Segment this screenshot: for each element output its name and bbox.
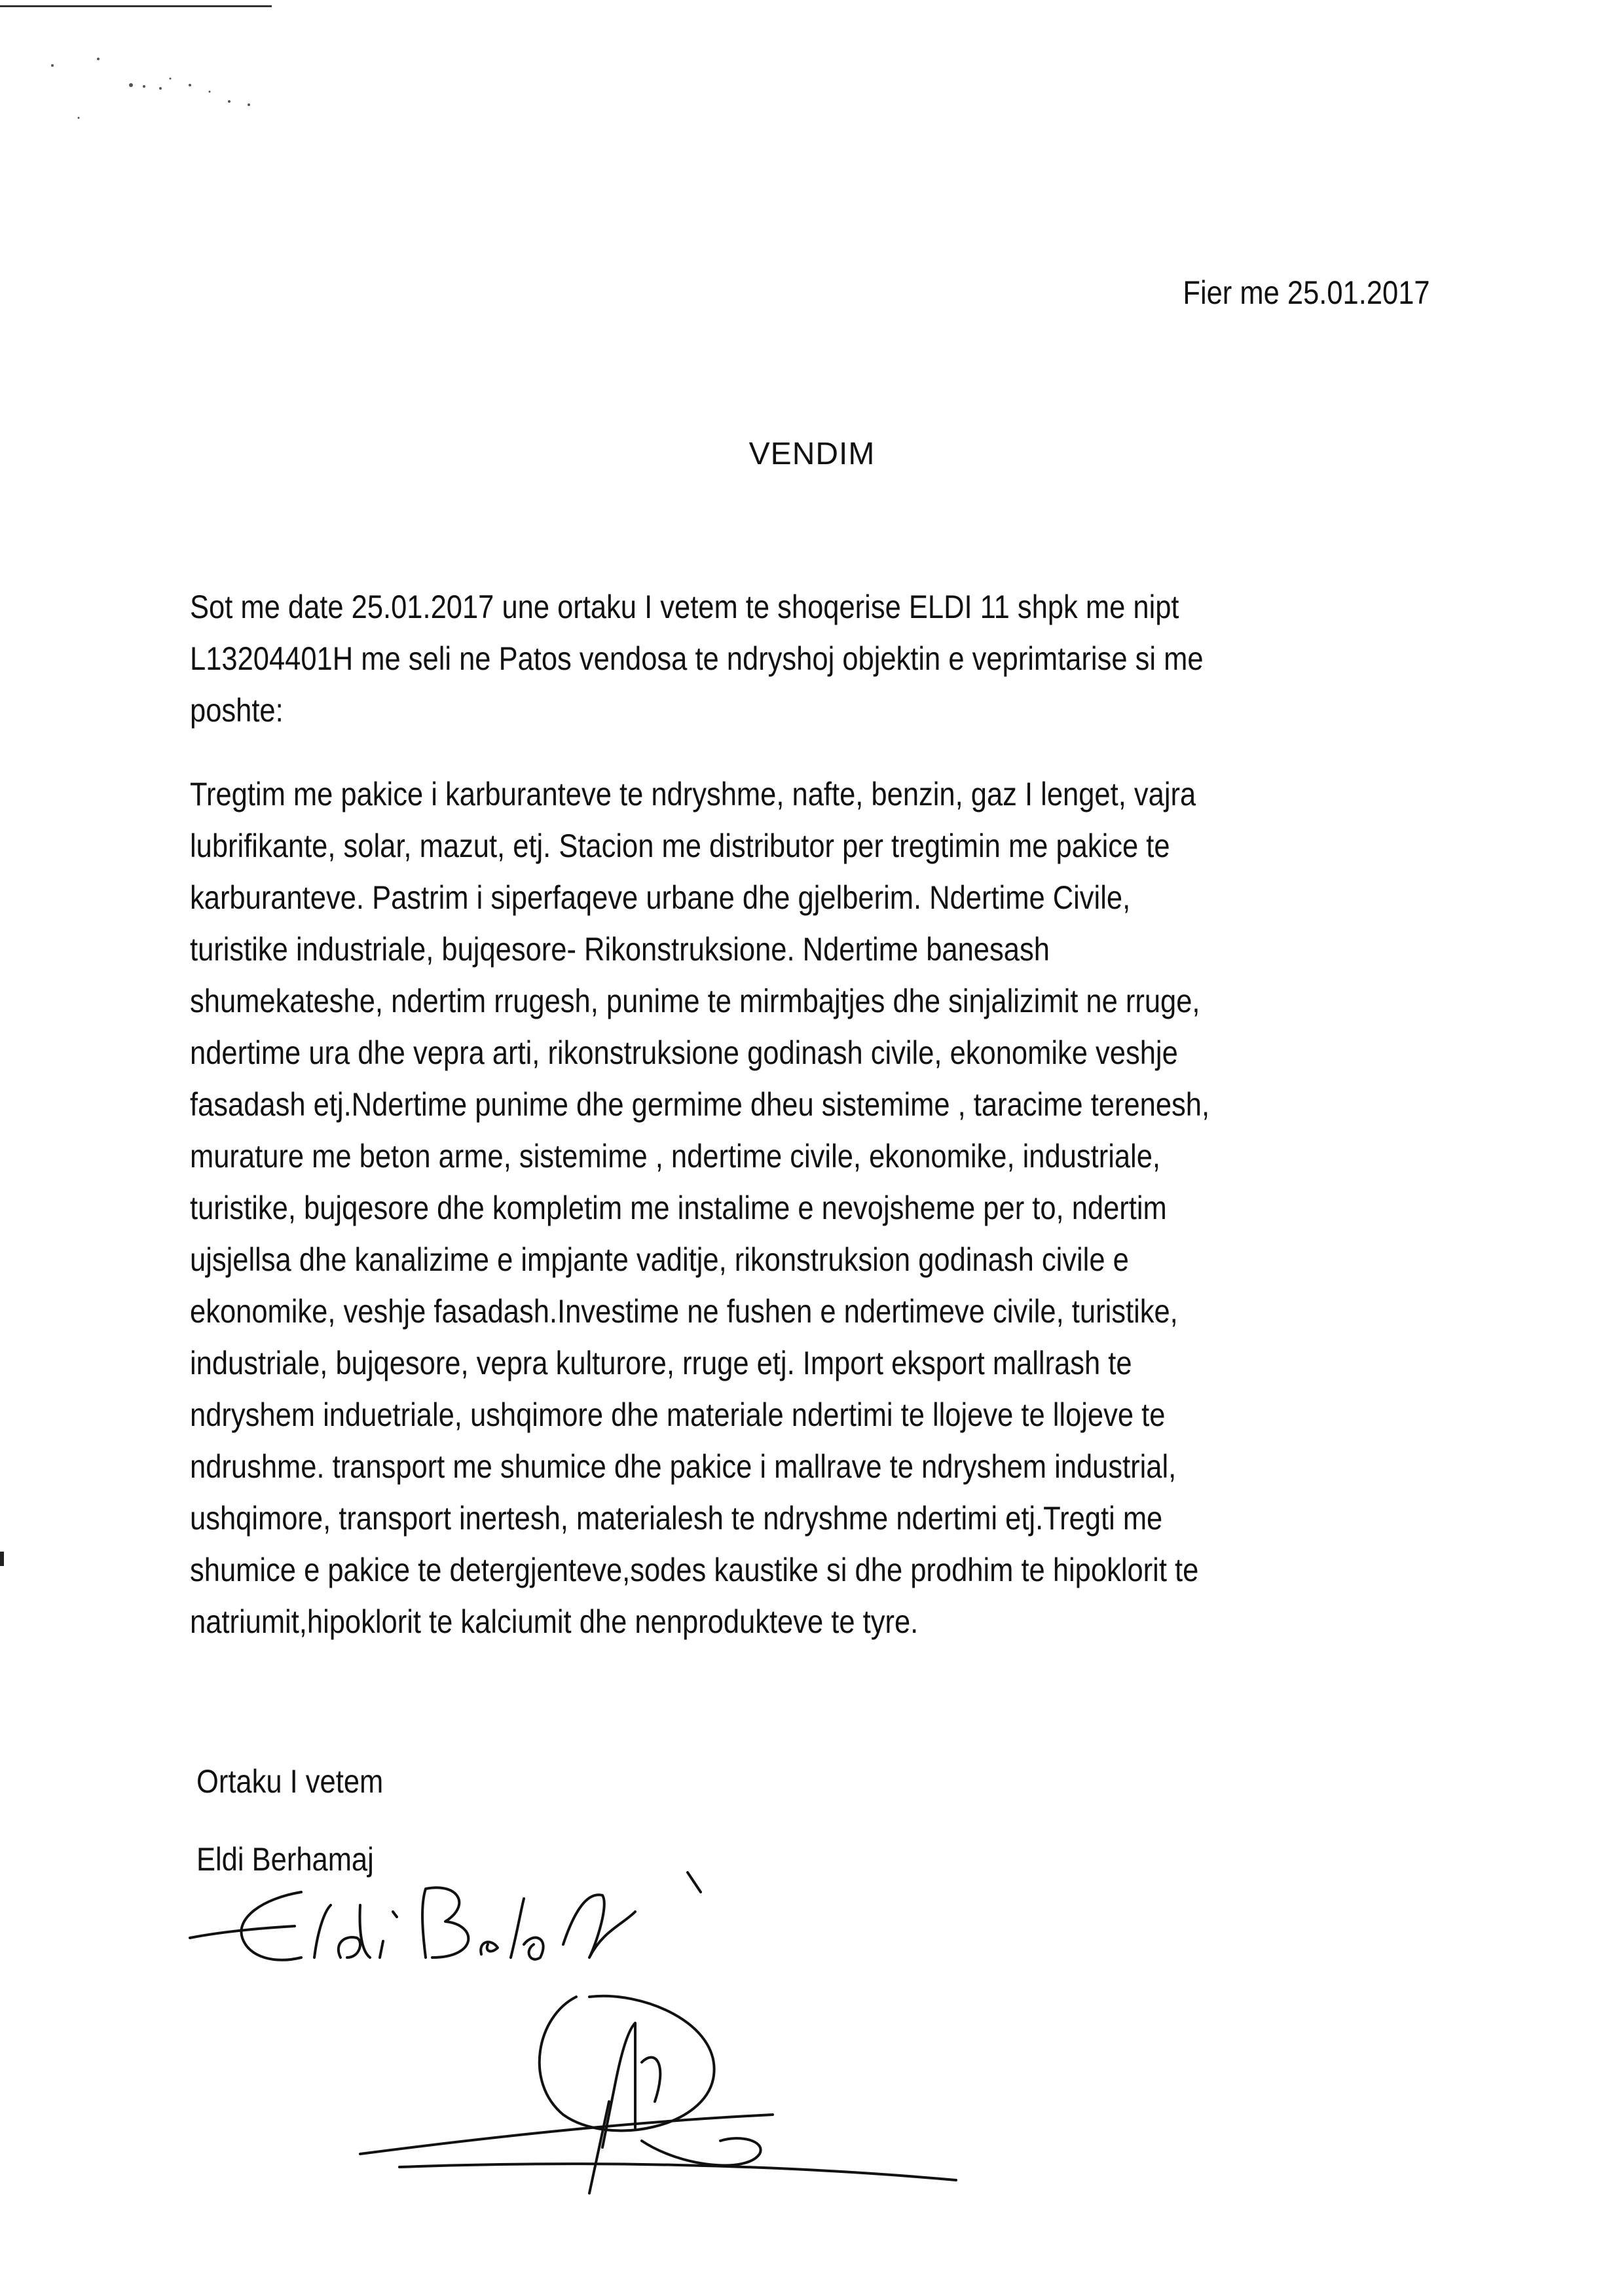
text-line: turistike industriale, bujqesore- Rikonstruksione. Ndertime banesash [190, 931, 1050, 968]
text-line: ekonomike, veshje fasadash.Investime ne fushen e ndertimeve civile, turistike, [190, 1293, 1178, 1330]
activities-paragraph [190, 769, 1209, 1648]
scan-specks [39, 39, 268, 137]
text-line: lubrifikante, solar, mazut, etj. Stacion me distributor per tregtimin me pakice te [190, 828, 1170, 864]
text-line: natriumit,hipoklorit te kalciumit dhe nenprodukteve te tyre. [190, 1603, 919, 1640]
document-title: VENDIM [748, 437, 876, 471]
text-line: shumice e pakice te detergjenteve,sodes kaustike si dhe prodhim te hipoklorit te [190, 1552, 1199, 1588]
text-line: Sot me date 25.01.2017 une ortaku I vetem te shoqerise ELDI 11 shpk me nipt [190, 589, 1179, 625]
closing-title: Ortaku I vetem [196, 1763, 384, 1800]
handwritten-signature [183, 1866, 982, 2206]
text-line: fasadash etj.Ndertime punime dhe germime dheu sistemime , taracime terenesh, [190, 1086, 1210, 1123]
text-line: ujsjellsa dhe kanalizime e impjante vaditje, rikonstruksion godinash civile e [190, 1241, 1129, 1278]
text-line: ndertime ura dhe vepra arti, rikonstruksione godinash civile, ekonomike veshje [190, 1034, 1178, 1071]
text-line: Tregtim me pakice i karburanteve te ndryshme, nafte, benzin, gaz I lenget, vajra [190, 776, 1196, 812]
intro-paragraph [190, 581, 1204, 737]
text-line: turistike, bujqesore dhe kompletim me instalime e nevojsheme per to, ndertim [190, 1190, 1167, 1226]
scan-edge-line [0, 5, 272, 7]
text-line: ndrushme. transport me shumice dhe pakice i mallrave te ndryshem industrial, [190, 1448, 1177, 1485]
text-line: poshte: [190, 692, 284, 729]
text-line: shumekateshe, ndertim rrugesh, punime te mirmbajtjes dhe sinjalizimit ne rruge, [190, 983, 1200, 1019]
scan-edge-mark [0, 1552, 4, 1566]
text-line: ushqimore, transport inertesh, materialesh te ndryshme ndertimi etj.Tregti me [190, 1500, 1163, 1537]
text-line: karburanteve. Pastrim i siperfaqeve urbane dhe gjelberim. Ndertime Civile, [190, 879, 1131, 916]
place-date: Fier me 25.01.2017 [1183, 274, 1430, 311]
text-line: murature me beton arme, sistemime , ndertime civile, ekonomike, industriale, [190, 1138, 1161, 1175]
text-line: L13204401H me seli ne Patos vendosa te ndryshoj objektin e veprimtarise si me [190, 640, 1204, 677]
text-line: ndryshem induetriale, ushqimore dhe materiale ndertimi te llojeve te llojeve te [190, 1396, 1166, 1433]
text-line: industriale, bujqesore, vepra kulturore, rruge etj. Import eksport mallrash te [190, 1345, 1132, 1381]
signatory-name: Eldi Berhamaj [196, 1841, 374, 1878]
